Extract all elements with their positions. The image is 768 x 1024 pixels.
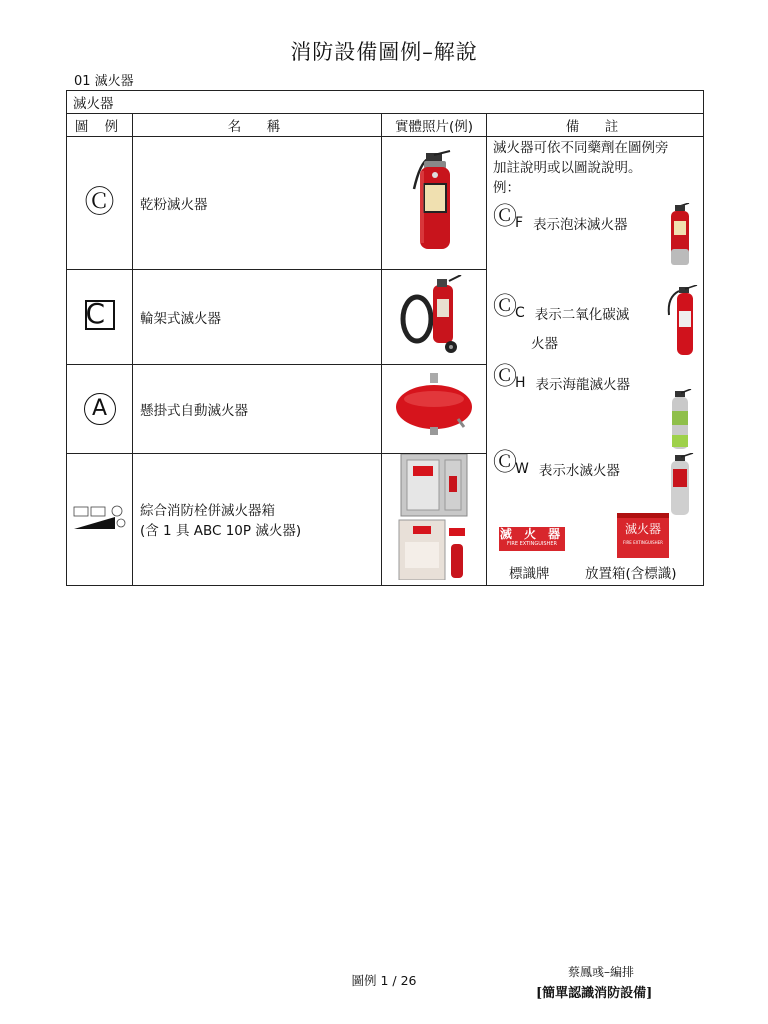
name-hydrant-box	[133, 453, 382, 585]
notes-intro-1: 滅火器可依不同藥劑在圖例旁	[493, 140, 669, 156]
variant-co2	[493, 293, 629, 325]
boxed-c-icon: C	[85, 300, 115, 330]
header-symbol: 圖 例	[67, 114, 133, 137]
circled-a-icon: A	[84, 393, 116, 425]
photo-wheeled	[382, 270, 487, 364]
co2-extinguisher-icon	[665, 285, 699, 357]
name-hydrant-box-line2: (含 1 具 ABC 10P 滅火器)	[140, 523, 302, 540]
footer-book-title: [簡單認識消防設備]	[536, 986, 653, 1001]
variant-water	[493, 449, 620, 481]
circled-c-icon: Ⓒ	[84, 185, 115, 221]
variant-sub: C	[515, 305, 525, 321]
header-notes: 備 註	[487, 114, 704, 137]
photo-auto	[382, 364, 487, 453]
halon-extinguisher-icon	[667, 389, 693, 451]
variant-text: 表示海龍滅火器	[535, 377, 631, 393]
photo-hydrant-box	[382, 453, 487, 585]
storage-box-icon: 滅火器 FIRE EXTINGUISHER	[617, 513, 669, 558]
variant-text: 表示泡沫滅火器	[533, 217, 628, 233]
sign-board-icon: 滅 火 器 FIRE EXTINGUISHER	[499, 527, 565, 551]
foam-extinguisher-icon	[665, 203, 695, 267]
footer-author: 蔡鳳彧–編排	[568, 965, 635, 979]
variant-halon	[493, 363, 630, 395]
wheeled-extinguisher-icon	[399, 275, 469, 355]
symbol-auto	[67, 364, 133, 453]
hydrant-box-symbol-icon	[73, 503, 127, 531]
hanging-extinguisher-icon	[392, 371, 476, 443]
notes-intro-3: 例：	[493, 180, 520, 196]
hydrant-cabinet-icon	[395, 454, 473, 580]
sign-board-label: 標識牌	[509, 566, 550, 582]
storage-box-label: 放置箱(含標識)	[585, 566, 677, 582]
circled-c-icon: Ⓒ	[493, 202, 517, 230]
page-title: 消防設備圖例–解說	[290, 40, 478, 64]
circled-c-icon: Ⓒ	[493, 448, 517, 476]
variant-foam	[493, 203, 628, 235]
symbol-dry-powder	[67, 137, 133, 270]
legend-table	[66, 90, 704, 586]
variant-co2-line2: 火器	[531, 336, 558, 352]
fire-extinguisher-icon	[406, 149, 462, 253]
photo-dry-powder	[382, 137, 487, 270]
circled-c-icon: Ⓒ	[493, 292, 517, 320]
name-wheeled: 輪架式滅火器	[133, 270, 382, 364]
name-hydrant-box-line1: 綜合消防栓併滅火器箱	[140, 503, 275, 520]
table-row	[67, 137, 704, 270]
variant-sub: W	[515, 461, 529, 477]
circled-c-icon: Ⓒ	[493, 362, 517, 390]
variant-sub: H	[515, 375, 526, 391]
header-name: 名 稱	[133, 114, 382, 137]
notes-intro-2: 加註說明或以圖說說明。	[493, 160, 642, 176]
variant-text: 表示二氧化碳滅	[534, 307, 630, 323]
symbol-hydrant-box	[67, 453, 133, 585]
header-photo: 實體照片(例)	[382, 114, 487, 137]
variant-text: 表示水滅火器	[538, 463, 620, 479]
notes-cell	[487, 137, 704, 586]
table-caption: 滅火器	[67, 91, 704, 114]
water-extinguisher-icon	[665, 453, 695, 517]
variant-sub: F	[515, 215, 524, 231]
page-number: 圖例 1 / 26	[351, 973, 417, 988]
section-label: 01 滅火器	[74, 74, 134, 89]
name-dry-powder: 乾粉滅火器	[133, 137, 382, 270]
symbol-wheeled	[67, 270, 133, 364]
name-auto: 懸掛式自動滅火器	[133, 364, 382, 453]
